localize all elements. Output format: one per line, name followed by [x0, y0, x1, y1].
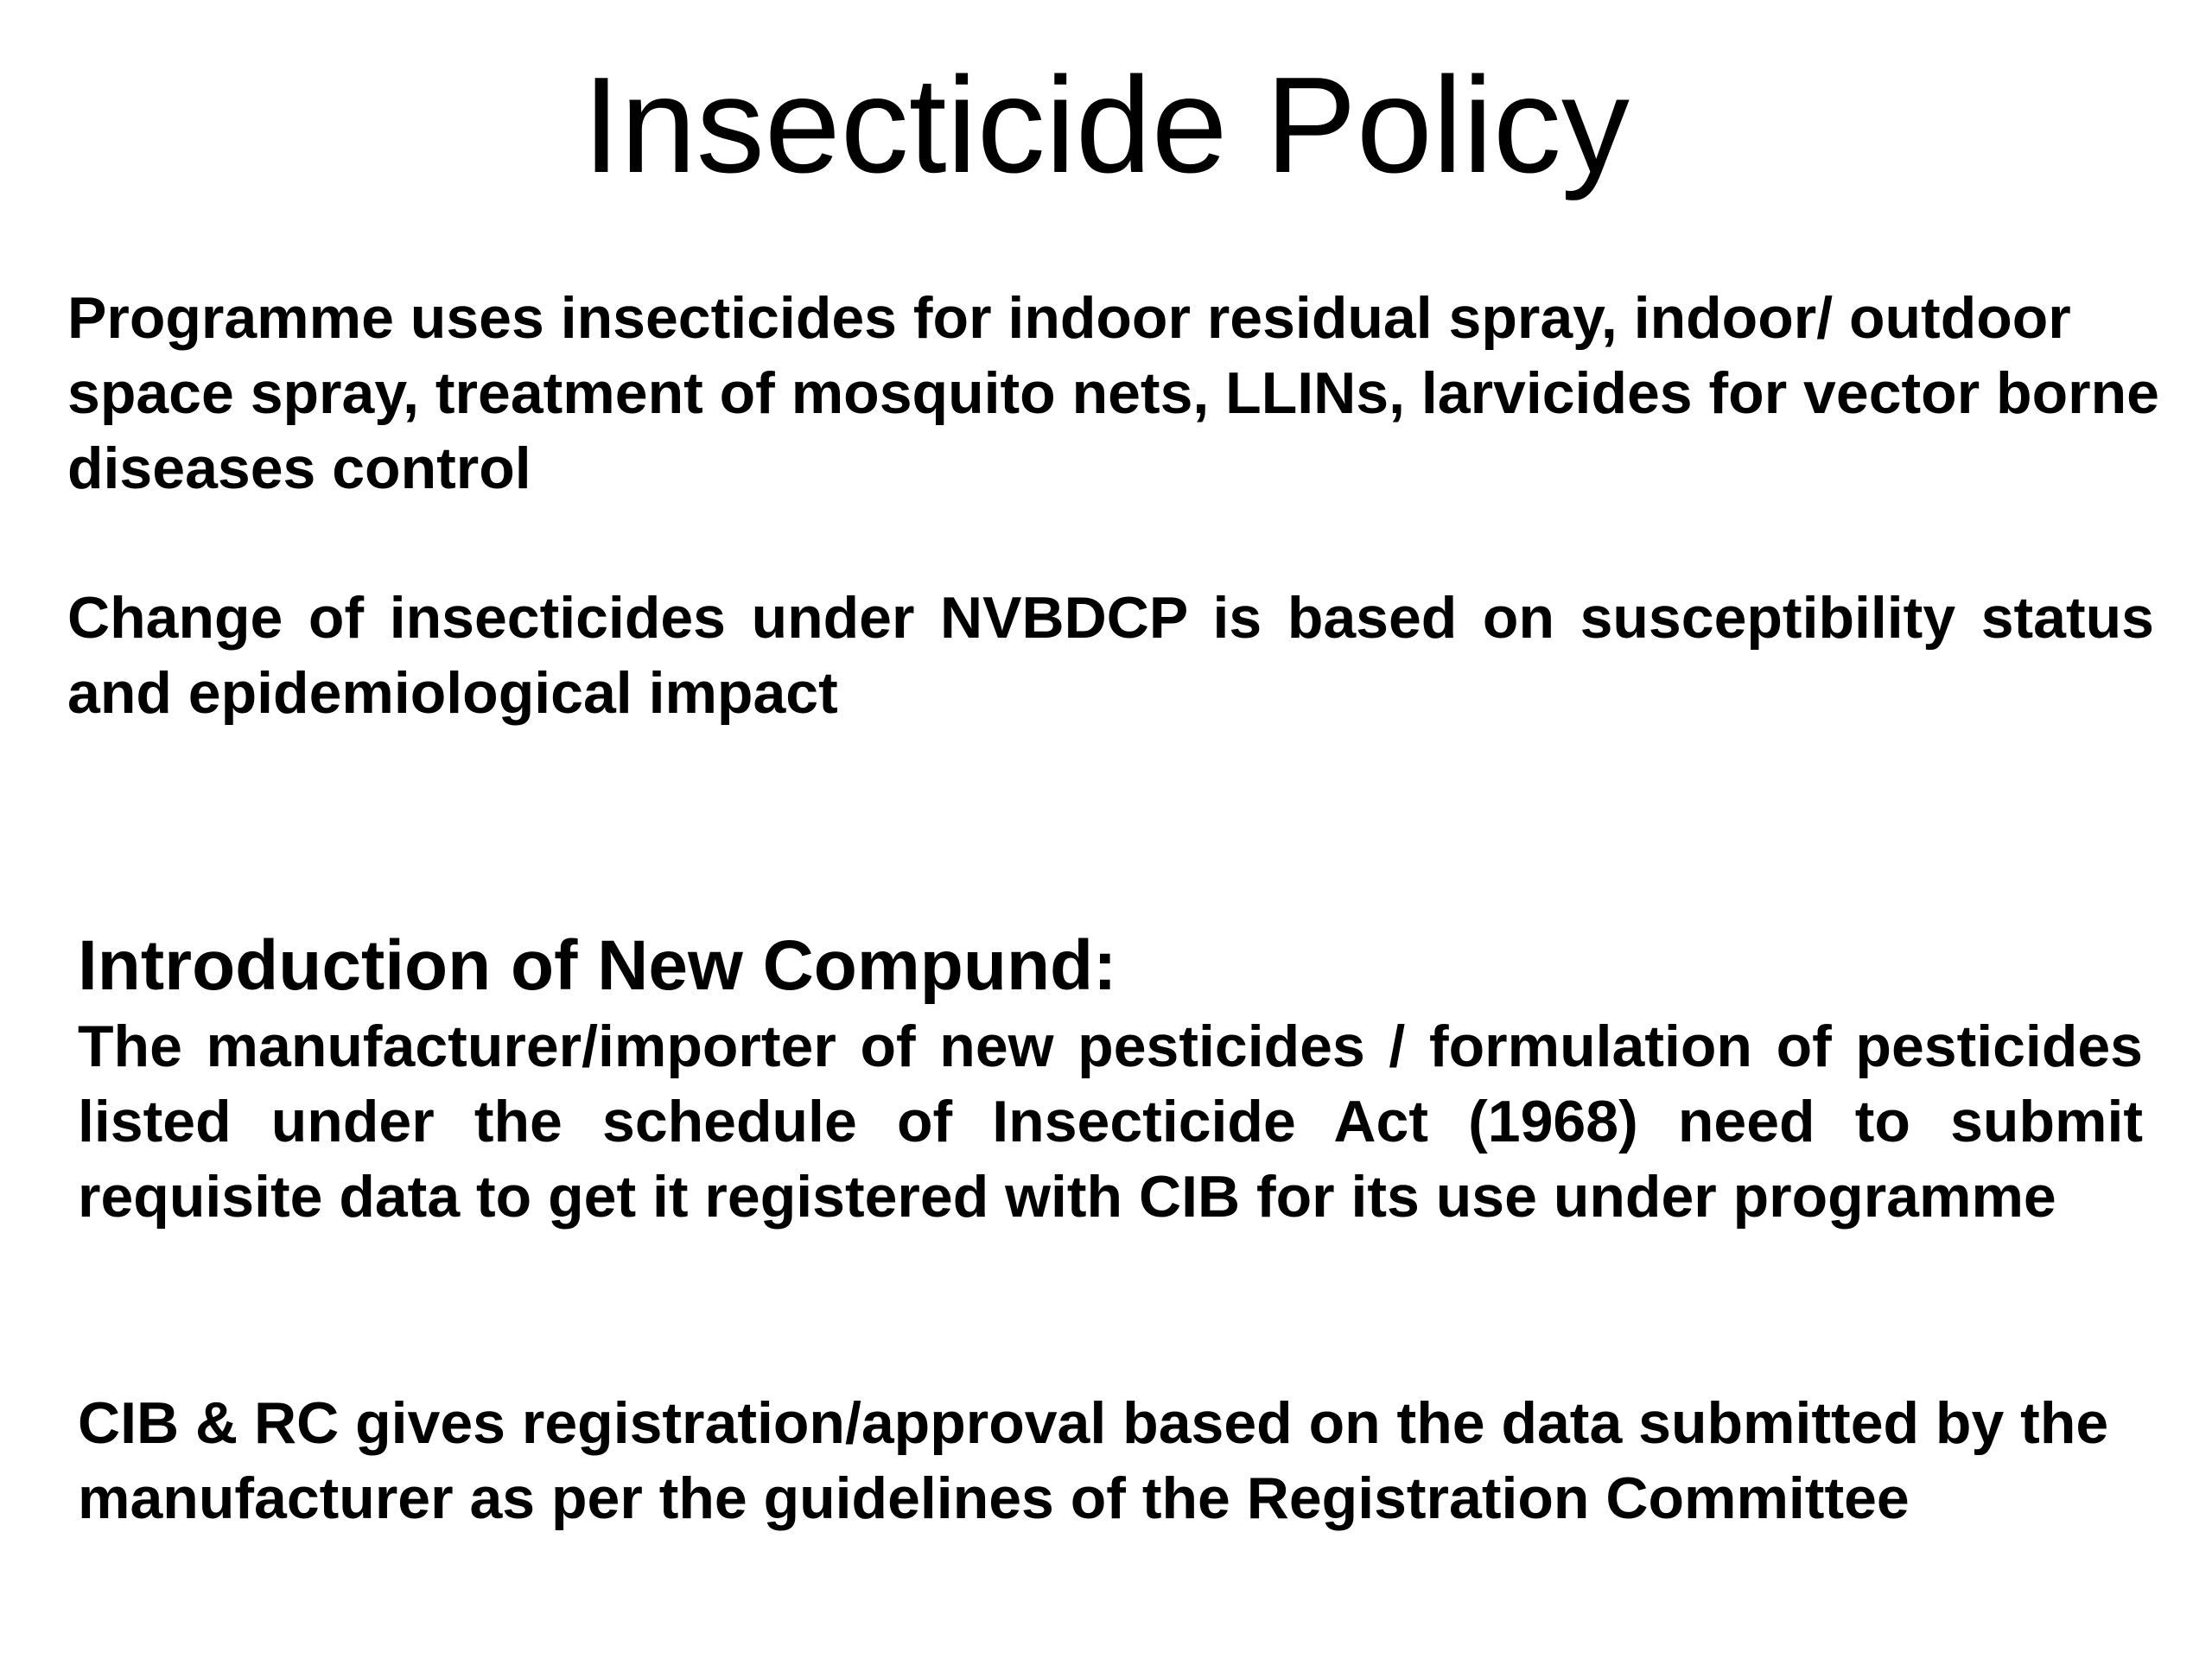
paragraph-change-of-insecticides: Change of insecticides under NVBDCP is based on susceptibility status and epidemiological impact	[67, 585, 2154, 726]
paragraph-registration-requirement: The manufacturer/importer of new pesticides / formulation of pesticides listed under the schedule of Insecticide Act (1968) need to submit requisite data to get it registered with CIB for its use under programme	[78, 1014, 2143, 1230]
paragraph-insecticide-uses: Programme uses insecticides for indoor residual spray, indoor/ outdoor space spray, treatment of mosquito nets, LLINs, larvicides for vector borne diseases control	[67, 285, 2159, 501]
slide-title: Insecticide Policy	[582, 49, 1630, 201]
paragraph-cib-rc-approval: CIB & RC gives registration/approval based on the data submitted by the manufacturer as per the guidelines of the Registration Committee	[78, 1390, 2109, 1531]
section-heading-new-compound: Introduction of New Compund:	[78, 926, 1117, 1005]
